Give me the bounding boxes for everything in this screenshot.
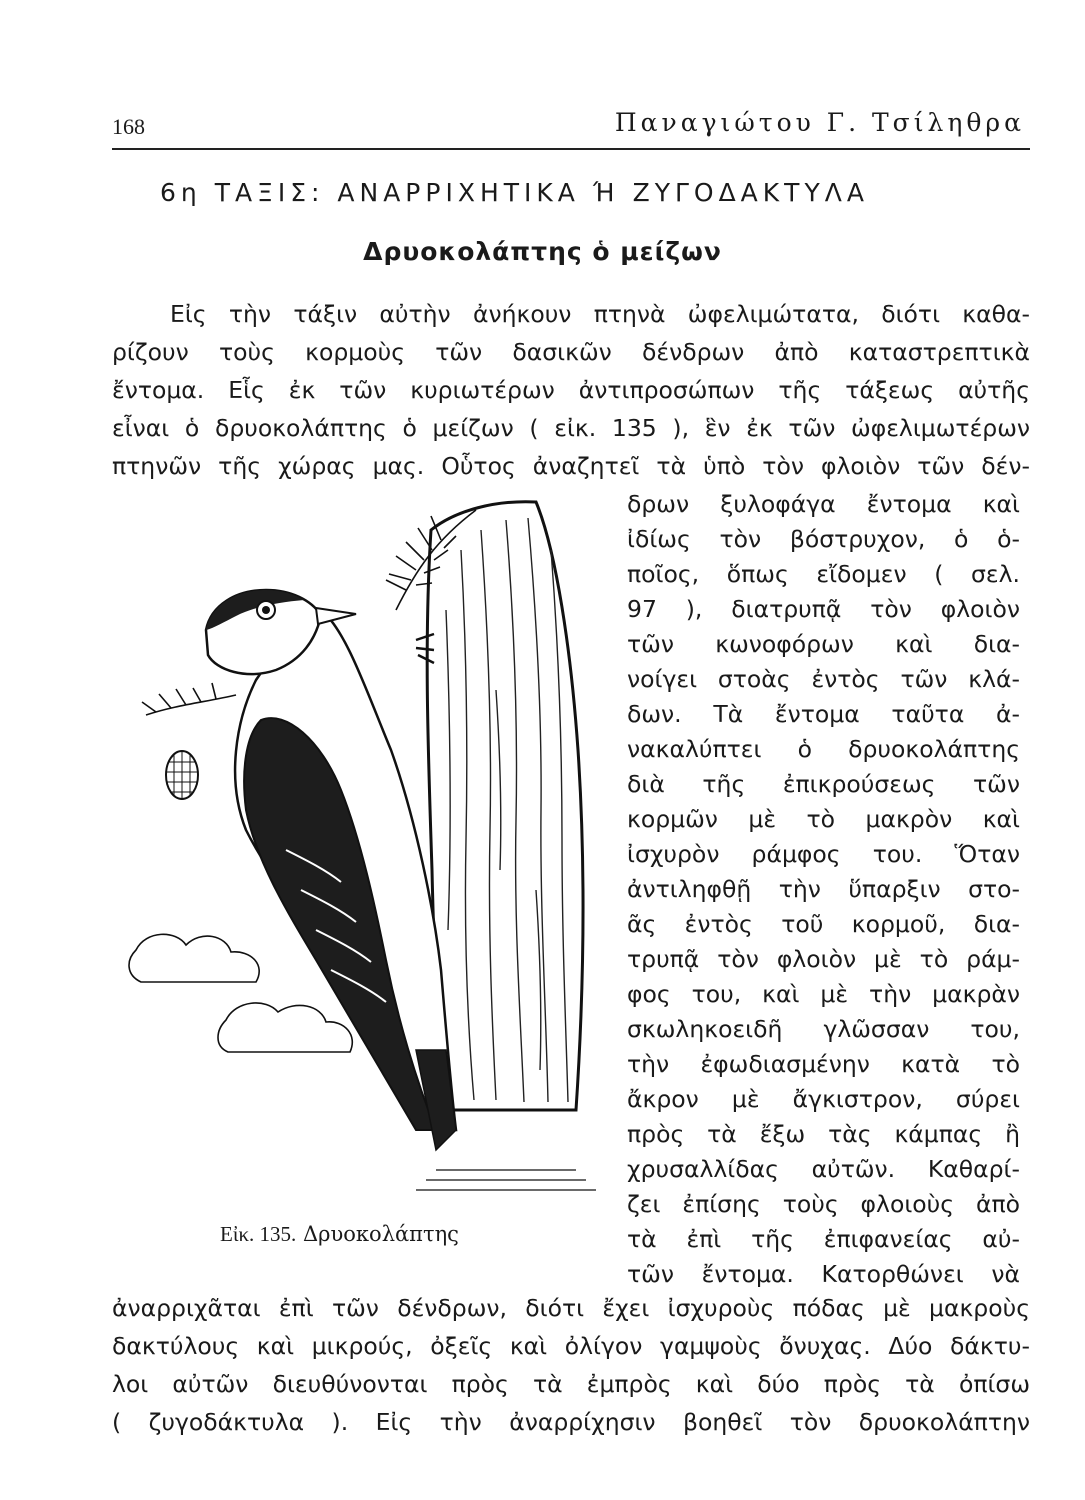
text-line: πτηνῶν τῆς χώρας μας. Οὗτος ἀναζητεῖ τὰ ὑπὸ τὸν φλοιὸν τῶν δέν- bbox=[112, 452, 1030, 480]
text-line: δακτύλους καὶ μικρούς, ὀξεῖς καὶ ὀλίγον γαμψοὺς ὄνυχας. Δύο δάκτυ- bbox=[112, 1332, 1030, 1360]
text-line: ἰδίως τὸν βόστρυχον, ὁ ὁ- bbox=[627, 525, 1020, 553]
text-line: ρίζουν τοὺς κορμοὺς τῶν δασικῶν δένδρων ἀπὸ καταστρεπτικὰ bbox=[112, 338, 1030, 366]
text-line: ᾶς ἐντὸς τοῦ κορμοῦ, δια- bbox=[627, 910, 1020, 938]
grass bbox=[416, 1170, 596, 1190]
woodpecker-beak bbox=[316, 608, 356, 624]
text-line: ( ζυγοδάκτυλα ). Εἰς τὴν ἀναρρίχησιν βοηθεῖ τὸν δρυοκολάπτην bbox=[112, 1408, 1030, 1436]
text-line: ἄκρον μὲ ἄγκιστρον, σύρει bbox=[627, 1085, 1020, 1113]
text-line: κορμῶν μὲ τὸ μακρὸν καὶ bbox=[627, 805, 1020, 833]
subheading: Δρυοκολάπτης ὁ μείζων bbox=[363, 237, 722, 266]
section-heading: 6η ΤΑΞΙΣ: ΑΝΑΡΡΙΧΗΤΙΚΑ Ή ΖΥΓΟΔΑΚΤΥΛΑ bbox=[160, 178, 869, 207]
text-line: πρὸς τὰ ἔξω τὰς κάμπας ἢ bbox=[627, 1120, 1020, 1148]
text-line: φος του, καὶ μὲ τὴν μακρὰν bbox=[627, 980, 1020, 1008]
woodpecker-illustration bbox=[116, 490, 616, 1210]
text-line: εἶναι ὁ δρυοκολάπτης ὁ μείζων ( εἰκ. 135 ), ἓν ἐκ τῶν ὠφελιμωτέρων bbox=[112, 414, 1030, 442]
text-line: τρυπᾷ τὸν φλοιὸν μὲ τὸ ράμ- bbox=[627, 945, 1020, 973]
text-line: τὴν ἐφωδιασμένην κατὰ τὸ bbox=[627, 1050, 1020, 1078]
text-line: ποῖος, ὅπως εἴδομεν ( σελ. bbox=[627, 560, 1020, 588]
text-line: 97 ), διατρυπᾷ τὸν φλοιὸν bbox=[627, 595, 1020, 623]
figure-caption bbox=[220, 1222, 459, 1247]
figure-caption-number: Εἰκ. 135. bbox=[220, 1222, 297, 1246]
text-line: χρυσαλλίδας αὐτῶν. Καθαρί- bbox=[627, 1155, 1020, 1183]
text-line: τῶν ἔντομα. Κατορθώνει νὰ bbox=[627, 1260, 1020, 1288]
text-line: ἔντομα. Εἷς ἐκ τῶν κυριωτέρων ἀντιπροσώπων τῆς τάξεως αὐτῆς bbox=[112, 376, 1030, 404]
text-line: δων. Τὰ ἔντομα ταῦτα ἀ- bbox=[627, 700, 1020, 728]
text-line: διὰ τῆς ἐπικρούσεως τῶν bbox=[627, 770, 1020, 798]
text-line: ἰσχυρὸν ράμφος του. Ὅταν bbox=[627, 840, 1020, 868]
running-head-author: Παναγιώτου Γ. Τσίληθρα bbox=[614, 108, 1025, 137]
text-line: λοι αὐτῶν διευθύνονται πρὸς τὰ ἐμπρὸς καὶ δύο πρὸς τὰ ὀπίσω bbox=[112, 1370, 1030, 1398]
text-line: ἀντιληφθῇ τὴν ὕπαρξιν στο- bbox=[627, 875, 1020, 903]
text-line: σκωληκοειδῆ γλῶσσαν του, bbox=[627, 1015, 1020, 1043]
header-rule bbox=[112, 148, 1030, 150]
text-line: νακαλύπτει ὁ δρυοκολάπτης bbox=[627, 735, 1020, 763]
page-number: 168 bbox=[112, 114, 145, 139]
text-line: τῶν κωνοφόρων καὶ δια- bbox=[627, 630, 1020, 658]
text-line: δρων ξυλοφάγα ἔντομα καὶ bbox=[627, 490, 1020, 518]
figure-caption-text: Δρυοκολάπτης bbox=[303, 1222, 459, 1246]
text-line: νοίγει στοὰς ἐντὸς τῶν κλά- bbox=[627, 665, 1020, 693]
text-line: ζει ἐπίσης τοὺς φλοιοὺς ἀπὸ bbox=[627, 1190, 1020, 1218]
woodpecker-pupil bbox=[262, 606, 270, 614]
text-line: Εἰς τὴν τάξιν αὐτὴν ἀνήκουν πτηνὰ ὠφελιμώτατα, διότι καθα- bbox=[170, 300, 1030, 328]
woodpecker-drawing bbox=[116, 490, 616, 1210]
text-line: ἀναρριχᾶται ἐπὶ τῶν δένδρων, διότι ἔχει ἰσχυροὺς πόδας μὲ μακροὺς bbox=[112, 1294, 1030, 1322]
text-line: τὰ ἐπὶ τῆς ἐπιφανείας αὐ- bbox=[627, 1225, 1020, 1253]
